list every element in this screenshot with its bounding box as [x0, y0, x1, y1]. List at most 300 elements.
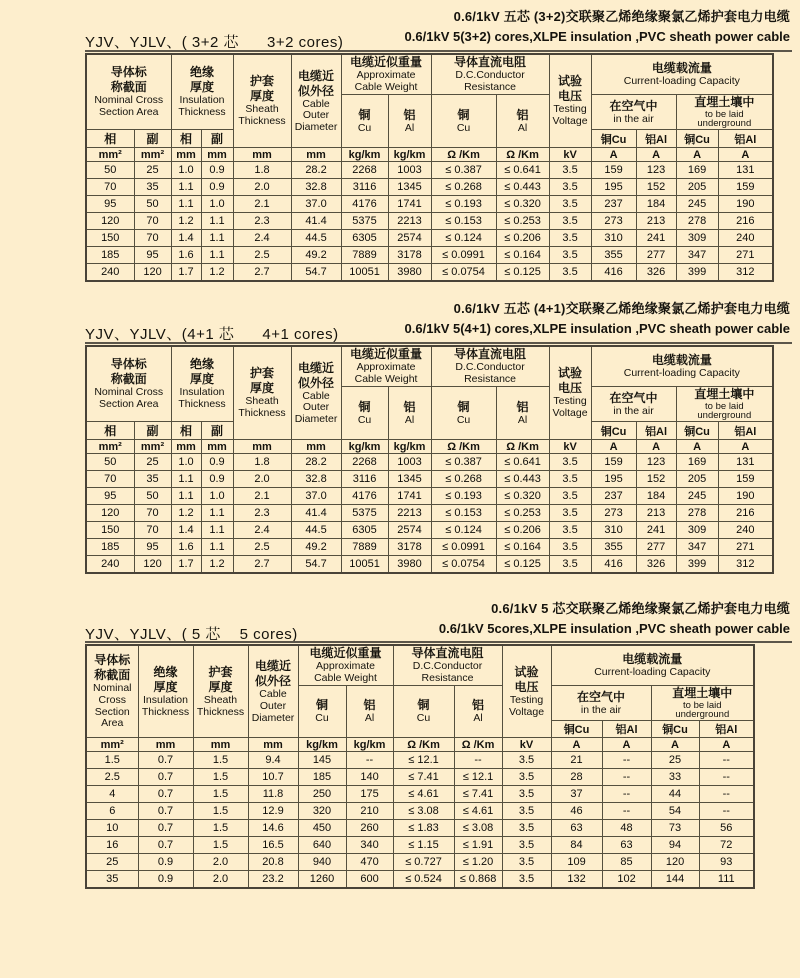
data-cell: 1.1 — [201, 247, 233, 264]
data-cell: ≤ 0.206 — [496, 522, 549, 539]
data-cell: 16 — [86, 837, 138, 854]
data-cell: 240 — [718, 522, 773, 539]
data-cell: 1.5 — [193, 803, 248, 820]
unit-cell: mm — [171, 148, 201, 162]
data-cell: ≤ 0.641 — [496, 162, 549, 179]
data-cell: 0.9 — [201, 471, 233, 488]
data-cell: 169 — [676, 454, 718, 471]
data-cell: 347 — [676, 539, 718, 556]
data-cell: 1345 — [388, 179, 431, 196]
data-cell: 185 — [86, 247, 134, 264]
data-cell: ≤ 0.0754 — [431, 556, 496, 574]
data-cell: -- — [602, 752, 651, 769]
data-cell: 120 — [86, 213, 134, 230]
unit-cell: A — [676, 148, 718, 162]
unit-cell: A — [591, 148, 636, 162]
data-cell: 10051 — [341, 264, 388, 282]
data-cell: 73 — [651, 820, 699, 837]
data-cell: 11.8 — [248, 786, 298, 803]
data-cell: 1.1 — [201, 522, 233, 539]
data-cell: 56 — [699, 820, 754, 837]
table-row — [86, 803, 754, 820]
data-cell: 399 — [676, 264, 718, 282]
col-header-dc-cu: 铜 Cu — [431, 94, 496, 148]
data-cell: 0.7 — [138, 803, 193, 820]
col-header-nominal: 导体标 称截面 Nominal Cross Section Area — [86, 54, 171, 130]
table-row — [86, 471, 773, 488]
data-cell: 271 — [718, 247, 773, 264]
data-cell: 250 — [298, 786, 346, 803]
data-cell: 25 — [134, 454, 171, 471]
col-header-testing-voltage: 试验 电压 Testing Voltage — [502, 645, 551, 738]
data-cell: 3.5 — [549, 522, 591, 539]
table-row — [86, 230, 773, 247]
table-row — [86, 213, 773, 230]
subcol-phase: 相 — [86, 422, 134, 440]
data-cell: 3.5 — [549, 539, 591, 556]
data-cell: 1.5 — [86, 752, 138, 769]
data-cell: 195 — [591, 471, 636, 488]
unit-cell: A — [676, 440, 718, 454]
data-cell: 70 — [134, 213, 171, 230]
data-cell: -- — [602, 786, 651, 803]
data-cell: 1.2 — [201, 264, 233, 282]
col-header-weight-cu: 铜 Cu — [298, 685, 346, 738]
unit-cell: kg/km — [388, 440, 431, 454]
data-cell: 271 — [718, 539, 773, 556]
data-cell: 2.3 — [233, 213, 291, 230]
data-cell: 3.5 — [502, 752, 551, 769]
data-cell: 4 — [86, 786, 138, 803]
unit-cell: mm² — [86, 148, 134, 162]
data-cell: ≤ 0.868 — [454, 871, 502, 889]
data-cell: 95 — [134, 539, 171, 556]
unit-cell: mm² — [86, 738, 138, 752]
data-cell: 111 — [699, 871, 754, 889]
data-cell: 46 — [551, 803, 602, 820]
section2-title-rule — [85, 342, 792, 344]
data-cell: ≤ 0.268 — [431, 179, 496, 196]
col-header-dc-resistance: 导体直流电阻 D.C.Conductor Resistance — [431, 54, 549, 94]
unit-cell: kg/km — [341, 148, 388, 162]
data-cell: 210 — [346, 803, 393, 820]
data-cell: 94 — [651, 837, 699, 854]
data-cell: 1.1 — [171, 471, 201, 488]
data-cell: ≤ 0.387 — [431, 162, 496, 179]
subcol-ug-cu: 铜Cu — [676, 422, 718, 440]
data-cell: ≤ 0.153 — [431, 213, 496, 230]
data-cell: 3116 — [341, 471, 388, 488]
data-cell: 10 — [86, 820, 138, 837]
unit-cell: mm — [233, 148, 291, 162]
section1-title-zh: 0.6/1kV 五芯 (3+2)交联聚乙烯绝缘聚氯乙烯护套电力电缆 — [453, 9, 790, 24]
data-cell: 310 — [591, 522, 636, 539]
data-cell: 1.8 — [233, 162, 291, 179]
data-cell: 0.7 — [138, 820, 193, 837]
subcol-air-cu: 铜Cu — [591, 130, 636, 148]
data-cell: 84 — [551, 837, 602, 854]
subcol-ug-cu: 铜Cu — [651, 721, 699, 738]
data-cell: 150 — [86, 522, 134, 539]
data-cell: 120 — [651, 854, 699, 871]
col-header-sheath: 护套 厚度 Sheath Thickness — [233, 54, 291, 148]
data-cell: ≤ 0.0991 — [431, 247, 496, 264]
table-row — [86, 454, 773, 471]
data-cell: 240 — [86, 556, 134, 574]
data-cell: 3980 — [388, 556, 431, 574]
col-header-weight: 电缆近似重量 Approximate Cable Weight — [298, 645, 393, 685]
unit-cell: mm — [248, 738, 298, 752]
data-cell: 0.9 — [138, 871, 193, 889]
data-cell: 278 — [676, 213, 718, 230]
data-cell: 159 — [591, 454, 636, 471]
data-cell: 3.5 — [502, 786, 551, 803]
data-cell: 6 — [86, 803, 138, 820]
data-cell: 50 — [134, 196, 171, 213]
col-header-dc-al: 铝 Al — [496, 386, 549, 440]
data-cell: ≤ 0.641 — [496, 454, 549, 471]
data-cell: 132 — [551, 871, 602, 889]
data-cell: 102 — [602, 871, 651, 889]
section1-title-rule — [85, 50, 792, 52]
data-cell: 277 — [636, 247, 676, 264]
data-cell: 37.0 — [291, 488, 341, 505]
data-cell: 159 — [718, 471, 773, 488]
table-row — [86, 264, 773, 282]
data-cell: 131 — [718, 454, 773, 471]
col-header-weight: 电缆近似重量 Approximate Cable Weight — [341, 346, 431, 386]
data-cell: ≤ 4.61 — [393, 786, 454, 803]
data-cell: 190 — [718, 488, 773, 505]
data-cell: 10.7 — [248, 769, 298, 786]
data-cell: 3.5 — [549, 162, 591, 179]
data-cell: 3.5 — [502, 837, 551, 854]
unit-cell: kV — [502, 738, 551, 752]
col-header-nominal: 导体标 称截面 Nominal Cross Section Area — [86, 645, 138, 738]
data-cell: ≤ 1.91 — [454, 837, 502, 854]
data-cell: 470 — [346, 854, 393, 871]
data-cell: 50 — [86, 454, 134, 471]
subcol-air-al: 铝Al — [602, 721, 651, 738]
data-cell: 347 — [676, 247, 718, 264]
data-cell: 28.2 — [291, 454, 341, 471]
col-header-in-air: 在空气中 in the air — [551, 685, 651, 721]
data-cell: 7889 — [341, 539, 388, 556]
data-cell: 3980 — [388, 264, 431, 282]
col-header-dc-al: 铝 Al — [454, 685, 502, 738]
table-row — [86, 786, 754, 803]
data-cell: 2.0 — [233, 471, 291, 488]
data-cell: 185 — [298, 769, 346, 786]
data-cell: 195 — [591, 179, 636, 196]
data-cell: 2574 — [388, 522, 431, 539]
col-header-weight: 电缆近似重量 Approximate Cable Weight — [341, 54, 431, 94]
data-cell: 54.7 — [291, 556, 341, 574]
table-row — [86, 837, 754, 854]
col-header-nominal: 导体标 称截面 Nominal Cross Section Area — [86, 346, 171, 422]
data-cell: 16.5 — [248, 837, 298, 854]
data-cell: 326 — [636, 264, 676, 282]
data-cell: 1.2 — [201, 556, 233, 574]
data-cell: 2268 — [341, 162, 388, 179]
data-cell: 159 — [718, 179, 773, 196]
data-cell: 1.6 — [171, 247, 201, 264]
col-header-weight-al: 铝 Al — [388, 386, 431, 440]
subcol-sub: 副 — [134, 130, 171, 148]
data-cell: ≤ 0.124 — [431, 522, 496, 539]
data-cell: 3.5 — [549, 454, 591, 471]
unit-cell: kg/km — [298, 738, 346, 752]
data-cell: 44.5 — [291, 522, 341, 539]
data-cell: 109 — [551, 854, 602, 871]
col-header-dc-cu: 铜 Cu — [431, 386, 496, 440]
unit-cell: mm — [201, 148, 233, 162]
unit-cell: A — [636, 440, 676, 454]
data-cell: 7889 — [341, 247, 388, 264]
data-cell: 48 — [602, 820, 651, 837]
data-cell: 1.5 — [193, 820, 248, 837]
spec-table-3plus2 — [85, 53, 774, 282]
table-row — [86, 752, 754, 769]
data-cell: 1.1 — [201, 230, 233, 247]
data-cell: ≤ 0.124 — [431, 230, 496, 247]
unit-cell: kV — [549, 440, 591, 454]
unit-cell: Ω /Km — [393, 738, 454, 752]
data-cell: 54 — [651, 803, 699, 820]
data-cell: 95 — [134, 247, 171, 264]
data-cell: 33 — [651, 769, 699, 786]
data-cell: 3.5 — [549, 556, 591, 574]
data-cell: 2.5 — [86, 769, 138, 786]
data-cell: 273 — [591, 505, 636, 522]
col-header-weight-al: 铝 Al — [346, 685, 393, 738]
data-cell: 0.7 — [138, 786, 193, 803]
data-cell: 1.0 — [201, 488, 233, 505]
data-cell: 213 — [636, 213, 676, 230]
col-header-weight-al: 铝 Al — [388, 94, 431, 148]
data-cell: 1.0 — [201, 196, 233, 213]
data-cell: 3.5 — [549, 505, 591, 522]
data-cell: ≤ 0.125 — [496, 264, 549, 282]
col-header-outer-diameter: 电缆近 似外径 Cable Outer Diameter — [291, 346, 341, 440]
data-cell: 1.1 — [171, 196, 201, 213]
col-header-outer-diameter: 电缆近 似外径 Cable Outer Diameter — [291, 54, 341, 148]
data-cell: 35 — [134, 471, 171, 488]
data-cell: 2.1 — [233, 196, 291, 213]
data-cell: 12.9 — [248, 803, 298, 820]
table-row — [86, 820, 754, 837]
data-cell: 3.5 — [549, 247, 591, 264]
data-cell: ≤ 0.0991 — [431, 539, 496, 556]
data-cell: 50 — [86, 162, 134, 179]
unit-cell: A — [591, 440, 636, 454]
data-cell: -- — [699, 786, 754, 803]
unit-cell: kV — [549, 148, 591, 162]
data-cell: 326 — [636, 556, 676, 574]
unit-cell: mm — [291, 148, 341, 162]
data-cell: 123 — [636, 162, 676, 179]
section3-title-en: 0.6/1kV 5cores,XLPE insulation ,PVC sheath power cable — [438, 621, 790, 636]
data-cell: ≤ 0.443 — [496, 179, 549, 196]
data-cell: ≤ 7.41 — [393, 769, 454, 786]
data-cell: ≤ 12.1 — [393, 752, 454, 769]
subcol-ug-al: 铝Al — [699, 721, 754, 738]
data-cell: 450 — [298, 820, 346, 837]
unit-cell: mm — [171, 440, 201, 454]
data-cell: 0.9 — [201, 454, 233, 471]
data-cell: 1.1 — [201, 213, 233, 230]
data-cell: 169 — [676, 162, 718, 179]
table-row — [86, 871, 754, 889]
data-cell: 2.0 — [193, 871, 248, 889]
data-cell: 3.5 — [549, 471, 591, 488]
data-cell: 2.3 — [233, 505, 291, 522]
data-cell: 37.0 — [291, 196, 341, 213]
table-row — [86, 179, 773, 196]
data-cell: 2.5 — [233, 247, 291, 264]
data-cell: 2.4 — [233, 522, 291, 539]
unit-cell: mm² — [134, 148, 171, 162]
data-cell: 10051 — [341, 556, 388, 574]
data-cell: ≤ 12.1 — [454, 769, 502, 786]
unit-cell: mm — [201, 440, 233, 454]
data-cell: 95 — [86, 196, 134, 213]
data-cell: 2.5 — [233, 539, 291, 556]
data-cell: 0.7 — [138, 769, 193, 786]
data-cell: 2268 — [341, 454, 388, 471]
data-cell: 3178 — [388, 247, 431, 264]
data-cell: 190 — [718, 196, 773, 213]
section2-title-zh: 0.6/1kV 五芯 (4+1)交联聚乙烯绝缘聚氯乙烯护套电力电缆 — [453, 301, 790, 316]
subcol-ug-al: 铝Al — [718, 422, 773, 440]
table-row — [86, 488, 773, 505]
subcol-ug-cu: 铜Cu — [676, 130, 718, 148]
data-cell: 1.2 — [171, 213, 201, 230]
data-cell: ≤ 0.153 — [431, 505, 496, 522]
data-cell: 2213 — [388, 213, 431, 230]
data-cell: 2.1 — [233, 488, 291, 505]
data-cell: 3178 — [388, 539, 431, 556]
unit-cell: A — [718, 440, 773, 454]
section3-series-label: YJV、YJLV、( 5 芯 5 cores) — [85, 626, 298, 643]
data-cell: 1.6 — [171, 539, 201, 556]
data-cell: 1.5 — [193, 769, 248, 786]
data-cell: ≤ 0.268 — [431, 471, 496, 488]
data-cell: 355 — [591, 539, 636, 556]
data-cell: 1.5 — [193, 786, 248, 803]
data-cell: 399 — [676, 556, 718, 574]
unit-cell: Ω /Km — [496, 440, 549, 454]
data-cell: -- — [699, 803, 754, 820]
table-row — [86, 539, 773, 556]
data-cell: 260 — [346, 820, 393, 837]
unit-cell: A — [636, 148, 676, 162]
subcol-ug-al: 铝Al — [718, 130, 773, 148]
data-cell: 70 — [134, 522, 171, 539]
data-cell: 49.2 — [291, 247, 341, 264]
data-cell: 3116 — [341, 179, 388, 196]
data-cell: 3.5 — [502, 854, 551, 871]
data-cell: ≤ 1.15 — [393, 837, 454, 854]
data-cell: 1.7 — [171, 556, 201, 574]
data-cell: ≤ 3.08 — [393, 803, 454, 820]
subcol-air-al: 铝Al — [636, 422, 676, 440]
unit-cell: mm — [193, 738, 248, 752]
unit-cell: Ω /Km — [431, 440, 496, 454]
data-cell: 216 — [718, 213, 773, 230]
data-cell: 3.5 — [549, 196, 591, 213]
data-cell: -- — [454, 752, 502, 769]
subcol-phase: 相 — [171, 422, 201, 440]
data-cell: ≤ 0.164 — [496, 247, 549, 264]
data-cell: 21 — [551, 752, 602, 769]
data-cell: 940 — [298, 854, 346, 871]
unit-cell: kg/km — [341, 440, 388, 454]
subcol-air-al: 铝Al — [636, 130, 676, 148]
unit-cell: kg/km — [346, 738, 393, 752]
data-cell: 3.5 — [549, 179, 591, 196]
section3-title-zh: 0.6/1kV 5 芯交联聚乙烯绝缘聚氯乙烯护套电力电缆 — [491, 601, 790, 616]
col-header-capacity: 电缆载流量 Current-loading Capacity — [551, 645, 754, 685]
data-cell: 2.0 — [233, 179, 291, 196]
data-cell: 1741 — [388, 488, 431, 505]
unit-cell: mm² — [134, 440, 171, 454]
data-cell: 4176 — [341, 488, 388, 505]
data-cell: 416 — [591, 264, 636, 282]
data-cell: 145 — [298, 752, 346, 769]
col-header-weight-cu: 铜 Cu — [341, 94, 388, 148]
data-cell: ≤ 0.727 — [393, 854, 454, 871]
col-header-in-air: 在空气中 in the air — [591, 94, 676, 130]
unit-cell: kg/km — [388, 148, 431, 162]
data-cell: 1003 — [388, 162, 431, 179]
data-cell: 35 — [86, 871, 138, 889]
data-cell: 309 — [676, 230, 718, 247]
section1-title-en: 0.6/1kV 5(3+2) cores,XLPE insulation ,PVC sheath power cable — [404, 29, 790, 44]
data-cell: 144 — [651, 871, 699, 889]
data-cell: 237 — [591, 488, 636, 505]
data-cell: 1.1 — [201, 539, 233, 556]
table-row — [86, 854, 754, 871]
col-header-underground: 直埋土壤中 to be laid underground — [676, 94, 773, 130]
data-cell: 150 — [86, 230, 134, 247]
col-header-dc-resistance: 导体直流电阻 D.C.Conductor Resistance — [393, 645, 502, 685]
section2-title-en: 0.6/1kV 5(4+1) cores,XLPE insulation ,PVC sheath power cable — [404, 321, 790, 336]
col-header-dc-resistance: 导体直流电阻 D.C.Conductor Resistance — [431, 346, 549, 386]
data-cell: -- — [699, 752, 754, 769]
data-cell: 216 — [718, 505, 773, 522]
data-cell: 416 — [591, 556, 636, 574]
data-cell: ≤ 0.164 — [496, 539, 549, 556]
data-cell: ≤ 4.61 — [454, 803, 502, 820]
data-cell: 63 — [551, 820, 602, 837]
subcol-phase: 相 — [86, 130, 134, 148]
table-row — [86, 162, 773, 179]
data-cell: 245 — [676, 488, 718, 505]
data-cell: ≤ 0.0754 — [431, 264, 496, 282]
subcol-phase: 相 — [171, 130, 201, 148]
data-cell: 277 — [636, 539, 676, 556]
data-cell: -- — [346, 752, 393, 769]
data-cell: 123 — [636, 454, 676, 471]
data-cell: 2.7 — [233, 264, 291, 282]
data-cell: 184 — [636, 196, 676, 213]
data-cell: 152 — [636, 471, 676, 488]
data-cell: ≤ 0.387 — [431, 454, 496, 471]
data-cell: 3.5 — [549, 264, 591, 282]
data-cell: 3.5 — [502, 820, 551, 837]
data-cell: 131 — [718, 162, 773, 179]
